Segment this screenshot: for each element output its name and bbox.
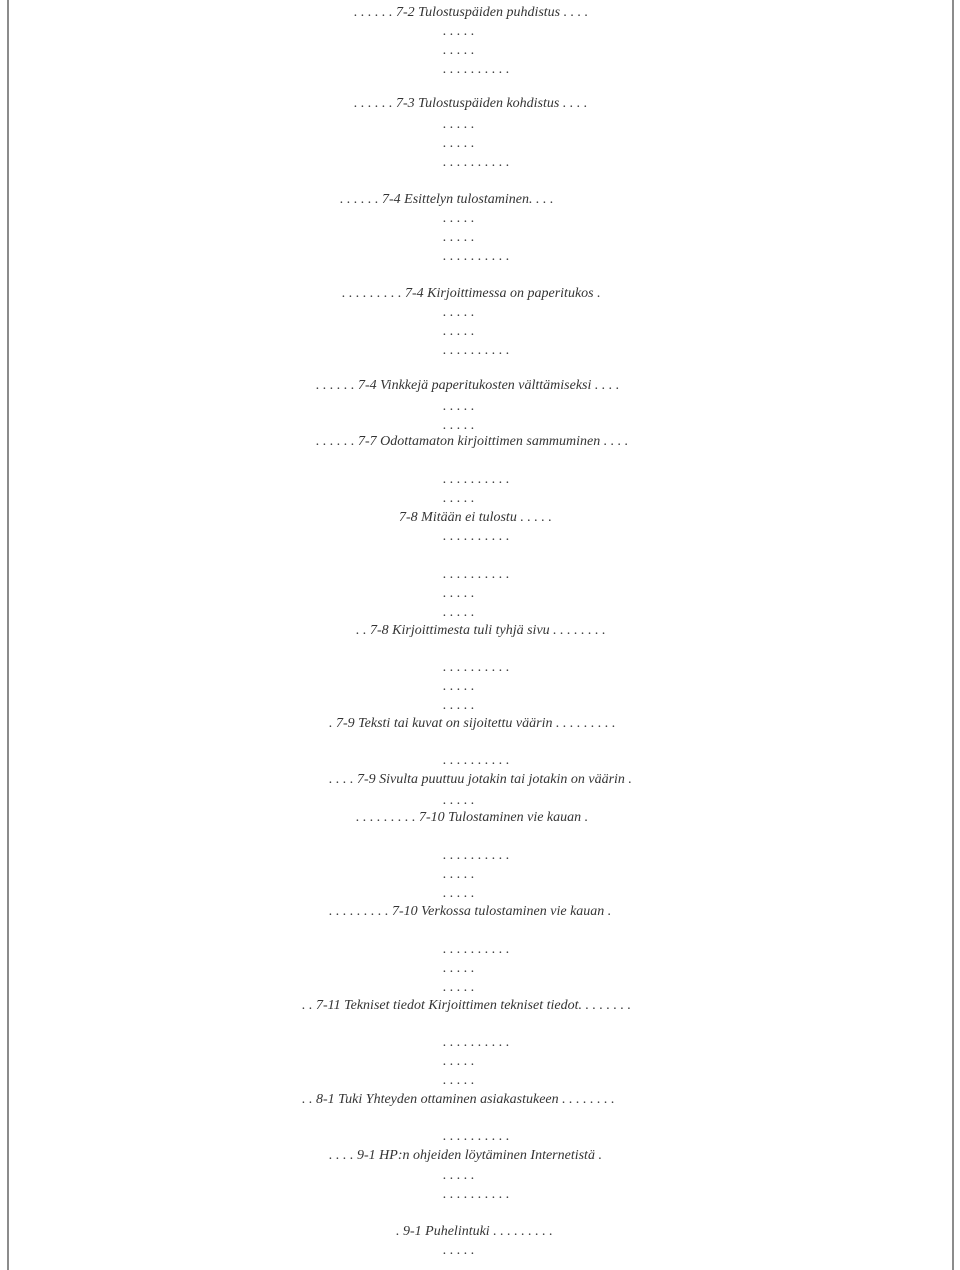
toc-leader: . . . . . . . . . . bbox=[443, 1129, 510, 1144]
toc-leader: . . . . . . . . . . bbox=[443, 942, 510, 957]
toc-leader: . . . . . bbox=[443, 605, 475, 620]
toc-leader: . . . . . . . . . . bbox=[443, 1187, 510, 1202]
toc-entry-7-7-odottamaton-kirjoittimen-sammuminen[interactable]: . . . . . . 7-7 Odottamaton kirjoittimen sammuminen . . . . bbox=[316, 434, 629, 449]
toc-entry-7-8-kirjoittimesta-tuli-tyhja-sivu[interactable]: . . 7-8 Kirjoittimesta tuli tyhjä sivu . . . . . . . . bbox=[356, 623, 606, 638]
toc-leader: . . . . . . . . . . bbox=[443, 529, 510, 544]
toc-leader: . . . . . bbox=[443, 886, 475, 901]
toc-leader: . . . . . . . . . . bbox=[443, 155, 510, 170]
toc-leader: . . . . . bbox=[443, 305, 475, 320]
toc-leader: . . . . . . . . . . bbox=[443, 62, 510, 77]
toc-entry-7-11-tekniset-tiedot[interactable]: . . 7-11 Tekniset tiedot Kirjoittimen tekniset tiedot. . . . . . . . bbox=[302, 998, 631, 1013]
toc-leader: . . . . . bbox=[443, 24, 475, 39]
toc-entry-7-9-sivulta-puuttuu-jotakin[interactable]: . . . . 7-9 Sivulta puuttuu jotakin tai jotakin on väärin . bbox=[329, 772, 632, 787]
toc-leader: . . . . . . . . . . bbox=[443, 343, 510, 358]
toc-leader: . . . . . bbox=[443, 1168, 475, 1183]
toc-leader: . . . . . bbox=[443, 980, 475, 995]
toc-leader: . . . . . . . . . . bbox=[443, 472, 510, 487]
toc-entry-7-4-kirjoittimessa-on-paperitukos[interactable]: . . . . . . . . . 7-4 Kirjoittimessa on paperitukos . bbox=[342, 286, 601, 301]
toc-leader: . . . . . bbox=[443, 867, 475, 882]
toc-leader: . . . . . bbox=[443, 117, 475, 132]
toc-entry-8-1-tuki-yhteyden-ottaminen-asiakastukeen[interactable]: . . 8-1 Tuki Yhteyden ottaminen asiakastukeen . . . . . . . . bbox=[302, 1092, 615, 1107]
toc-leader: . . . . . bbox=[443, 679, 475, 694]
toc-entry-7-4-esittelyn-tulostaminen[interactable]: . . . . . . 7-4 Esittelyn tulostaminen. . . . bbox=[340, 192, 554, 207]
toc-leader: . . . . . bbox=[443, 586, 475, 601]
toc-leader: . . . . . . . . . . bbox=[443, 249, 510, 264]
toc-leader: . . . . . bbox=[443, 230, 475, 245]
toc-entry-7-10-verkossa-tulostaminen-vie-kauan[interactable]: . . . . . . . . . 7-10 Verkossa tulostaminen vie kauan . bbox=[329, 904, 612, 919]
toc-leader: . . . . . . . . . . bbox=[443, 753, 510, 768]
toc-leader: . . . . . bbox=[443, 1243, 475, 1258]
toc-leader: . . . . . . . . . . bbox=[443, 660, 510, 675]
toc-leader: . . . . . bbox=[443, 1054, 475, 1069]
toc-leader: . . . . . bbox=[443, 698, 475, 713]
toc-leader: . . . . . . . . . . bbox=[443, 567, 510, 582]
toc-leader: . . . . . . . . . . bbox=[443, 1035, 510, 1050]
toc-leader: . . . . . bbox=[443, 399, 475, 414]
toc-leader: . . . . . bbox=[443, 43, 475, 58]
toc-leader: . . . . . bbox=[443, 136, 475, 151]
toc-entry-7-3-tulostuspaiden-kohdistus[interactable]: . . . . . . 7-3 Tulostuspäiden kohdistus . . . . bbox=[354, 96, 588, 111]
toc-leader: . . . . . bbox=[443, 961, 475, 976]
toc-entry-7-8-mitaan-ei-tulostu[interactable]: 7-8 Mitään ei tulostu . . . . . bbox=[399, 510, 552, 525]
toc-leader: . . . . . bbox=[443, 793, 475, 808]
toc-entry-7-9-teksti-tai-kuvat-on-sijoitettu-vaarin[interactable]: . 7-9 Teksti tai kuvat on sijoitettu väärin . . . . . . . . . bbox=[329, 716, 616, 731]
toc-leader: . . . . . bbox=[443, 1073, 475, 1088]
toc-entry-7-4-vinkkeja-paperitukosten-valttamiseksi[interactable]: . . . . . . 7-4 Vinkkejä paperitukosten välttämiseksi . . . . bbox=[316, 378, 620, 393]
toc-leader: . . . . . bbox=[443, 211, 475, 226]
toc-entry-9-1-puhelintuki[interactable]: . 9-1 Puhelintuki . . . . . . . . . bbox=[396, 1224, 553, 1239]
toc-entry-7-10-tulostaminen-vie-kauan[interactable]: . . . . . . . . . 7-10 Tulostaminen vie kauan . bbox=[356, 810, 589, 825]
toc-leader: . . . . . bbox=[443, 418, 475, 433]
toc-leader: . . . . . . . . . . bbox=[443, 848, 510, 863]
toc-leader: . . . . . bbox=[443, 324, 475, 339]
toc-entry-9-1-hpn-ohjeiden-loytaminen-internetista[interactable]: . . . . 9-1 HP:n ohjeiden löytäminen Internetistä . bbox=[329, 1148, 602, 1163]
toc-entry-7-2-tulostuspaiden-puhdistus[interactable]: . . . . . . 7-2 Tulostuspäiden puhdistus . . . . bbox=[354, 5, 589, 20]
toc-leader: . . . . . bbox=[443, 491, 475, 506]
